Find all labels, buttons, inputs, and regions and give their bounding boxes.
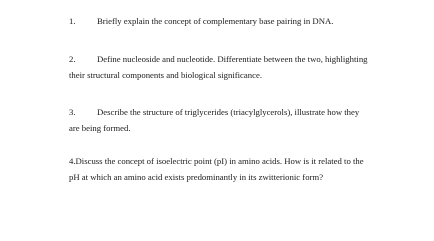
question-number: 2.: [69, 54, 76, 64]
question-text-line-1: Describe the structure of triglycerides (triacylglycerols), illustrate how they: [97, 107, 360, 117]
question-number: 4.: [69, 156, 76, 166]
question-text-line-2: their structural components and biological significance.: [69, 70, 262, 80]
question-1: [69, 13, 421, 29]
question-number: 3.: [69, 107, 76, 117]
question-2: [69, 51, 421, 83]
question-3: [69, 104, 421, 136]
question-text-line-1: Discuss the concept of isoelectric point (pI) in amino acids. How is it related to the: [75, 156, 364, 166]
question-text-line-2: pH at which an amino acid exists predominantly in its zwitterionic form?: [69, 172, 324, 182]
question-text-line-2: are being formed.: [69, 123, 131, 133]
question-number: 1.: [69, 16, 76, 26]
question-text-line-1: Briefly explain the concept of complementary base pairing in DNA.: [97, 16, 334, 26]
question-text-line-1: Define nucleoside and nucleotide. Differentiate between the two, highlighting: [97, 54, 368, 64]
question-4: [69, 153, 421, 185]
